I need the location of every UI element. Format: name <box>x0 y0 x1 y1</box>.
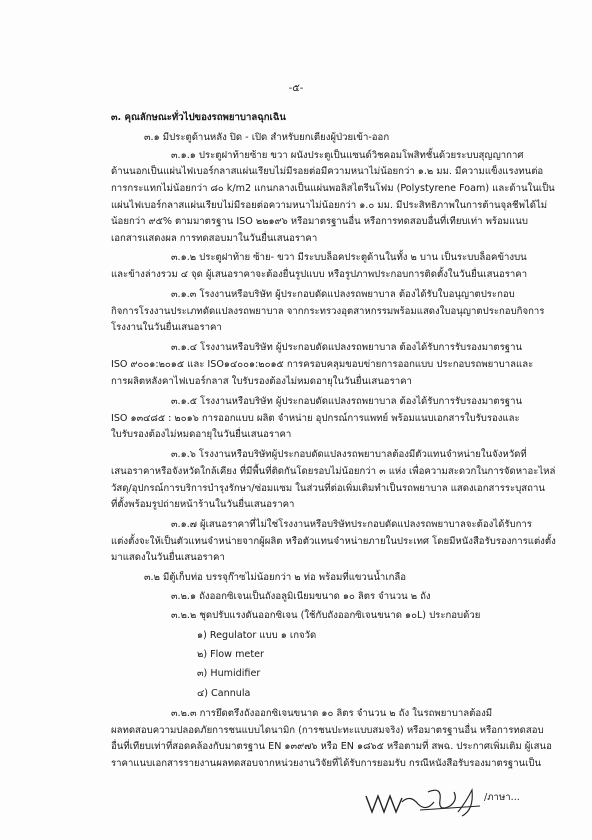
section-heading: ๓. คุณลักษณะทั่วไปของรถพยาบาลฉุกเฉิน <box>111 112 286 123</box>
text-line: ๓.๑.๕ โรงงานหรือบริษัท ผู้ประกอบดัดแปลงรถพยาบาล ต้องได้รับการรับรองมาตรฐาน <box>171 396 523 407</box>
page-number: -๕- <box>288 83 304 94</box>
handwritten-signature <box>362 782 482 822</box>
text-line: และข้างล่างรวม ๔ จุด ผู้เสนอราคาจะต้องยื่นรูปแบบ หรือรูปภาพประกอบการติดตั้งในวันยื่นเสนอราคา <box>111 269 528 280</box>
text-line: อื่นที่เทียบเท่าที่สอดคล้องกับมาตรฐาน EN ๑๓๙๗๖ หรือ EN ๑๘๖๕ หรือตามที่ สพฉ. ประกาศเพิ่มเติม ผู้เสนอ <box>111 741 552 752</box>
text-line: ISO ๙๐๐๑:๒๐๑๕ และ ISO๑๔๐๐๑:๒๐๑๕ การครอบคลุมขอบข่ายการออกแบบ ประกอบรถพยาบาลและ <box>111 359 534 370</box>
text-line: ราคาแนบเอกสารรายงานผลทดสอบจากหน่วยงานวิจัยที่ได้รับการยอมรับ กรณีหนังสือรับรองมาตรฐานเป็น <box>111 758 542 769</box>
text-line: ISO ๑๓๔๘๕ : ๒๐๑๖ การออกแบบ ผลิต จำหน่าย อุปกรณ์การแพทย์ พร้อมแนบเอกสารใบรับรองและ <box>111 413 520 424</box>
text-line: ๓.๑.๒ ประตูฝาท้าย ซ้าย- ขวา มีระบบล็อคประตูด้านในทั้ง ๒ บาน เป็นระบบล็อคข้างบน <box>171 252 527 263</box>
text-line: ๓.๑.๔ โรงงานหรือบริษัท ผู้ประกอบดัดแปลงรถพยาบาล ต้องได้รับการรับรองมาตรฐาน <box>171 342 523 353</box>
text-line: กิจการโรงงานประเภทดัดแปลงรถพยาบาล จากกระทรวงอุตสาหกรรมพร้อมแสดงใบอนุญาตประกอบกิจการ <box>111 306 545 317</box>
list-item: ๑) Regulator แบบ ๑ เกจวัด <box>197 630 317 641</box>
text-line: ๓.๑.๗ ผู้เสนอราคาที่ไม่ใช่โรงงานหรือบริษัทประกอบดัดแปลงรถพยาบาลจะต้องได้รับการ <box>171 519 532 530</box>
text-line: ที่ตั้งพร้อมรูปถ่ายหน้าร้านในวันยื่นเสนอราคา <box>111 499 295 510</box>
text-line: ๓.๒.๑ ถังออกซิเจนเป็นถังอลูมิเนียมขนาด ๑๐ ลิตร จำนวน ๒ ถัง <box>171 591 431 602</box>
text-line: ผลทดสอบความปลอดภัยการชนแบบไดนามิก (การชนปะทะแบบสมจริง) หรือมาตรฐานอื่น หรือการทดสอบ <box>111 725 544 736</box>
text-line: การผลิตหลังคาไฟเบอร์กลาส ใบรับรองต้องไม่หมดอายุในวันยื่นเสนอราคา <box>111 376 412 387</box>
continuation-marker: /ภาษา... <box>484 792 520 803</box>
text-line: น้อยกว่า ๙๕% ตามมาตรฐาน ISO ๒๒๑๙๖ หรือมาตรฐานอื่น หรือการทดสอบอื่นที่เทียบเท่า พร้อมแนบ <box>111 216 528 227</box>
text-line: ๓.๒ มีตู้เก็บท่อ บรรจุก๊าซไม่น้อยกว่า ๒ ท่อ พร้อมที่แขวนน้ำเกลือ <box>144 572 407 583</box>
text-line: ด้านนอกเป็นแผ่นไฟเบอร์กลาสแผ่นเรียบไม่มีรอยต่อมีความหนาไม่น้อยกว่า ๑.๒ มม. มีความแข็งแรงทนต่อ <box>111 166 544 177</box>
text-line: เสนอราคาหรือจังหวัดใกล้เคียง ที่มีพื้นที่ติดกันโดยรอบไม่น้อยกว่า ๓ แห่ง เพื่อความสะดวกในการจัดหาอะไหล่ <box>111 466 556 477</box>
text-line: ๓.๒.๒ ชุดปรับแรงดันออกซิเจน (ใช้กับถังออกซิเจนขนาด ๑๐L) ประกอบด้วย <box>171 610 481 621</box>
list-item: ๒) Flow meter <box>197 649 264 660</box>
list-item: ๔) Cannula <box>197 688 251 699</box>
text-line: วัสดุ/อุปกรณ์การบริการบำรุงรักษา/ซ่อมแซม ในส่วนที่ต่อเพิ่มเติมทำเป็นรถพยาบาล แสดงเอกสารระบุสถาน <box>111 483 545 494</box>
list-item: ๓) Humidifier <box>197 668 261 679</box>
text-line: ใบรับรองต้องไม่หมดอายุในวันยื่นเสนอราคา <box>111 429 292 440</box>
text-line: แต่งตั้งจะให้เป็นตัวแทนจำหน่ายจากผู้ผลิต หรือตัวแทนจำหน่ายภายในประเทศ โดยมีหนังสือรับรองการแต่งตั้ง <box>111 536 556 547</box>
text-line: เอกสารแสดงผล การทดสอบมาในวันยื่นเสนอราคา <box>111 233 318 244</box>
text-line: แผ่นไฟเบอร์กลาสแผ่นเรียบไม่มีรอยต่อความหนาไม่น้อยกว่า ๑.๐ มม. มีประสิทธิภาพในการต้านจุลชีพได้ไม่ <box>111 200 548 211</box>
text-line: มาแสดงในวันยื่นเสนอราคา <box>111 552 225 563</box>
text-line: ๓.๑.๓ โรงงานหรือบริษัท ผู้ประกอบดัดแปลงรถพยาบาล ต้องได้รับใบอนุญาตประกอบ <box>171 289 515 300</box>
text-line: การกระแทกไม่น้อยกว่า ๘๐ k/m2 แกนกลางเป็นแผ่นพอลิสไตรีนโฟม (Polystyrene Foam) และด้านในเป็น <box>111 183 555 194</box>
text-line: ๓.๑.๑ ประตูฝาท้ายซ้าย ขวา ผนังประตูเป็นแซนด์วิชคอมโพสิทชั้นด้วยระบบสุญญากาศ <box>171 150 524 161</box>
text-line: ๓.๑ มีประตูด้านหลัง ปิด - เปิด สำหรับยกเตียงผู้ป่วยเข้า-ออก <box>144 132 390 143</box>
text-line: ๓.๒.๓ การยึดตรึงถังออกซิเจนขนาด ๑๐ ลิตร จำนวน ๒ ถัง ในรถพยาบาลต้องมี <box>171 708 493 719</box>
text-line: ๓.๑.๖ โรงงานหรือบริษัทผู้ประกอบดัดแปลงรถพยาบาลต้องมีตัวแทนจำหน่ายในจังหวัดที่ <box>171 449 527 460</box>
text-line: โรงงานในวันยื่นเสนอราคา <box>111 322 222 333</box>
